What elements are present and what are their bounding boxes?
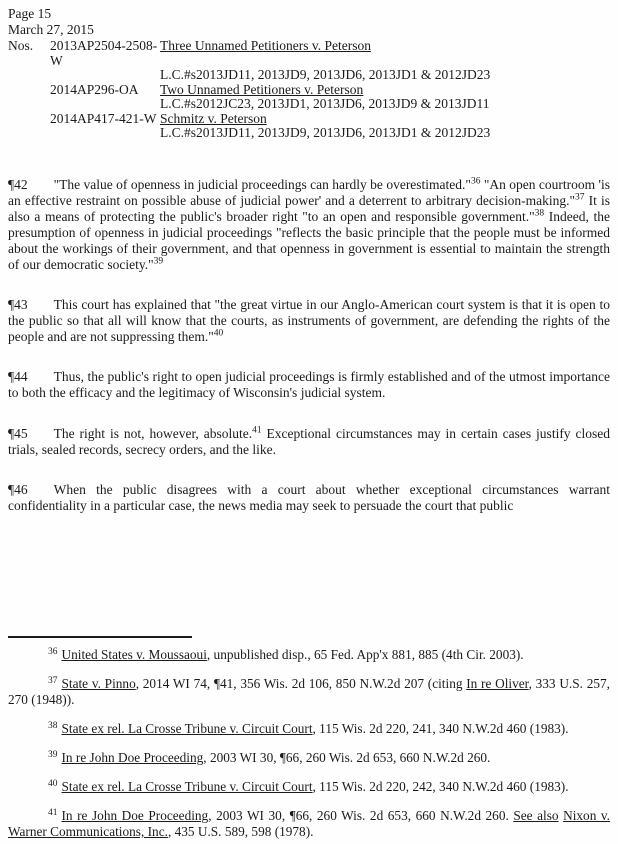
document-date: March 27, 2015 xyxy=(8,22,94,37)
case-row xyxy=(8,39,610,68)
footnote-text: State ex rel. La Crosse Tribune v. Circuit Court, 115 Wis. 2d 220, 241, 340 N.W.2d 460 (1983). xyxy=(61,721,569,736)
paragraph-text: Thus, the public's right to open judicial proceedings is firmly established and of the utmost importance to both the efficacy and the legitimacy of Wisconsin's judicial system. xyxy=(8,369,610,401)
case-title: Two Unnamed Petitioners v. Peterson xyxy=(160,81,364,97)
paragraph-text: "The value of openness in judicial proceedings can hardly be overestimated."$^{36}$ "An open courtroom 'is an effective restraint on possible abuse of judicial power' and a deterrent to arbitrary decision-making."$^{37}$ It is also a means of protecting the public's broader right "to an open and responsible government."$^{38}$ Indeed, the presumption of openness in judicial proceedings "reflects the basic principle that the people must be informed about the workings of their government, and that openness in government is essential to maintain the strength of our democratic society."$^{39}$ xyxy=(8,176,610,272)
paragraph-number: ¶44 xyxy=(8,369,28,385)
page-header xyxy=(8,6,610,141)
footnote-text: State v. Pinno, 2014 WI 74, ¶41, 356 Wis. 2d 106, 850 N.W.2d 207 (citing In re Oliver, 333 U.S. 257, 270 (1948)). xyxy=(8,676,610,707)
case-number: 2013AP2504-2508-W xyxy=(50,38,158,68)
body-paragraph-44 xyxy=(8,369,610,401)
footnote-37 xyxy=(8,676,610,708)
paragraph-text: When the public disagrees with a court about whether exceptional circumstances warrant confidentiality in a particular case, the news media may seek to persuade the court that public xyxy=(8,481,610,513)
page-number-label: Page 15 xyxy=(8,6,52,21)
footnotes-section xyxy=(8,636,610,844)
case-lc-numbers: L.C.#s2013JD11, 2013JD9, 2013JD6, 2013JD1 & 2012JD23 xyxy=(160,67,491,82)
footnote-40 xyxy=(8,779,610,795)
case-row xyxy=(8,83,610,98)
body-paragraph-45 xyxy=(8,426,610,458)
footnote-number: 39 xyxy=(48,749,58,760)
case-title: Schmitz v. Peterson xyxy=(160,110,267,126)
footnote-39 xyxy=(8,750,610,766)
paragraph-number: ¶45 xyxy=(8,425,28,441)
case-lc-numbers: L.C.#s2013JD11, 2013JD9, 2013JD6, 2013JD1 & 2012JD23 xyxy=(160,125,491,140)
paragraph-text: The right is not, however, absolute.$^{41}$ Exceptional circumstances may in certain cases justify closed trials, sealed records, secrecy orders, and the like. xyxy=(8,425,610,457)
body-paragraph-42 xyxy=(8,177,610,274)
opinion-body xyxy=(8,177,610,514)
footnote-38 xyxy=(8,721,610,737)
case-lc-row xyxy=(8,126,610,141)
footnote-number: 38 xyxy=(48,720,58,731)
case-caption xyxy=(8,39,610,141)
footnote-separator xyxy=(8,636,192,638)
paragraph-text: This court has explained that "the great virtue in our Anglo-American court system is that it is open to the public so that all will know that the courts, as instruments of government, are defending the rights of the people and are not suppressing them."$^{40}$ xyxy=(8,297,610,345)
case-lc-row xyxy=(8,68,610,83)
paragraph-number: ¶42 xyxy=(8,176,28,192)
footnote-number: 41 xyxy=(48,807,58,818)
footnote-number: 37 xyxy=(48,675,58,686)
paragraph-number: ¶43 xyxy=(8,297,28,313)
body-paragraph-46 xyxy=(8,482,610,514)
footnote-36 xyxy=(8,647,610,663)
footnote-number: 36 xyxy=(48,646,58,657)
nos-label: Nos. xyxy=(8,38,34,53)
footnote-number: 40 xyxy=(48,778,58,789)
footnote-text: In re John Doe Proceeding, 2003 WI 30, ¶66, 260 Wis. 2d 653, 660 N.W.2d 260. See also Nixon v. Warner Communications, Inc., 435 U.S. 589, 598 (1978). xyxy=(8,808,610,839)
footnote-41 xyxy=(8,808,610,840)
paragraph-number: ¶46 xyxy=(8,481,28,497)
footnote-text: State ex rel. La Crosse Tribune v. Circuit Court, 115 Wis. 2d 220, 242, 340 N.W.2d 460 (1983). xyxy=(61,779,569,794)
case-number: 2014AP296-OA xyxy=(50,81,139,97)
case-row xyxy=(8,112,610,127)
case-lc-numbers: L.C.#s2012JC23, 2013JD1, 2013JD6, 2013JD9 & 2013JD11 xyxy=(160,96,490,111)
body-paragraph-43 xyxy=(8,297,610,345)
case-lc-row xyxy=(8,97,610,112)
case-title: Three Unnamed Petitioners v. Peterson xyxy=(160,38,371,53)
case-number: 2014AP417-421-W xyxy=(50,110,157,126)
footnote-text: United States v. Moussaoui, unpublished disp., 65 Fed. App'x 881, 885 (4th Cir. 2003). xyxy=(61,647,524,662)
footnote-text: In re John Doe Proceeding, 2003 WI 30, ¶66, 260 Wis. 2d 653, 660 N.W.2d 260. xyxy=(61,750,491,765)
